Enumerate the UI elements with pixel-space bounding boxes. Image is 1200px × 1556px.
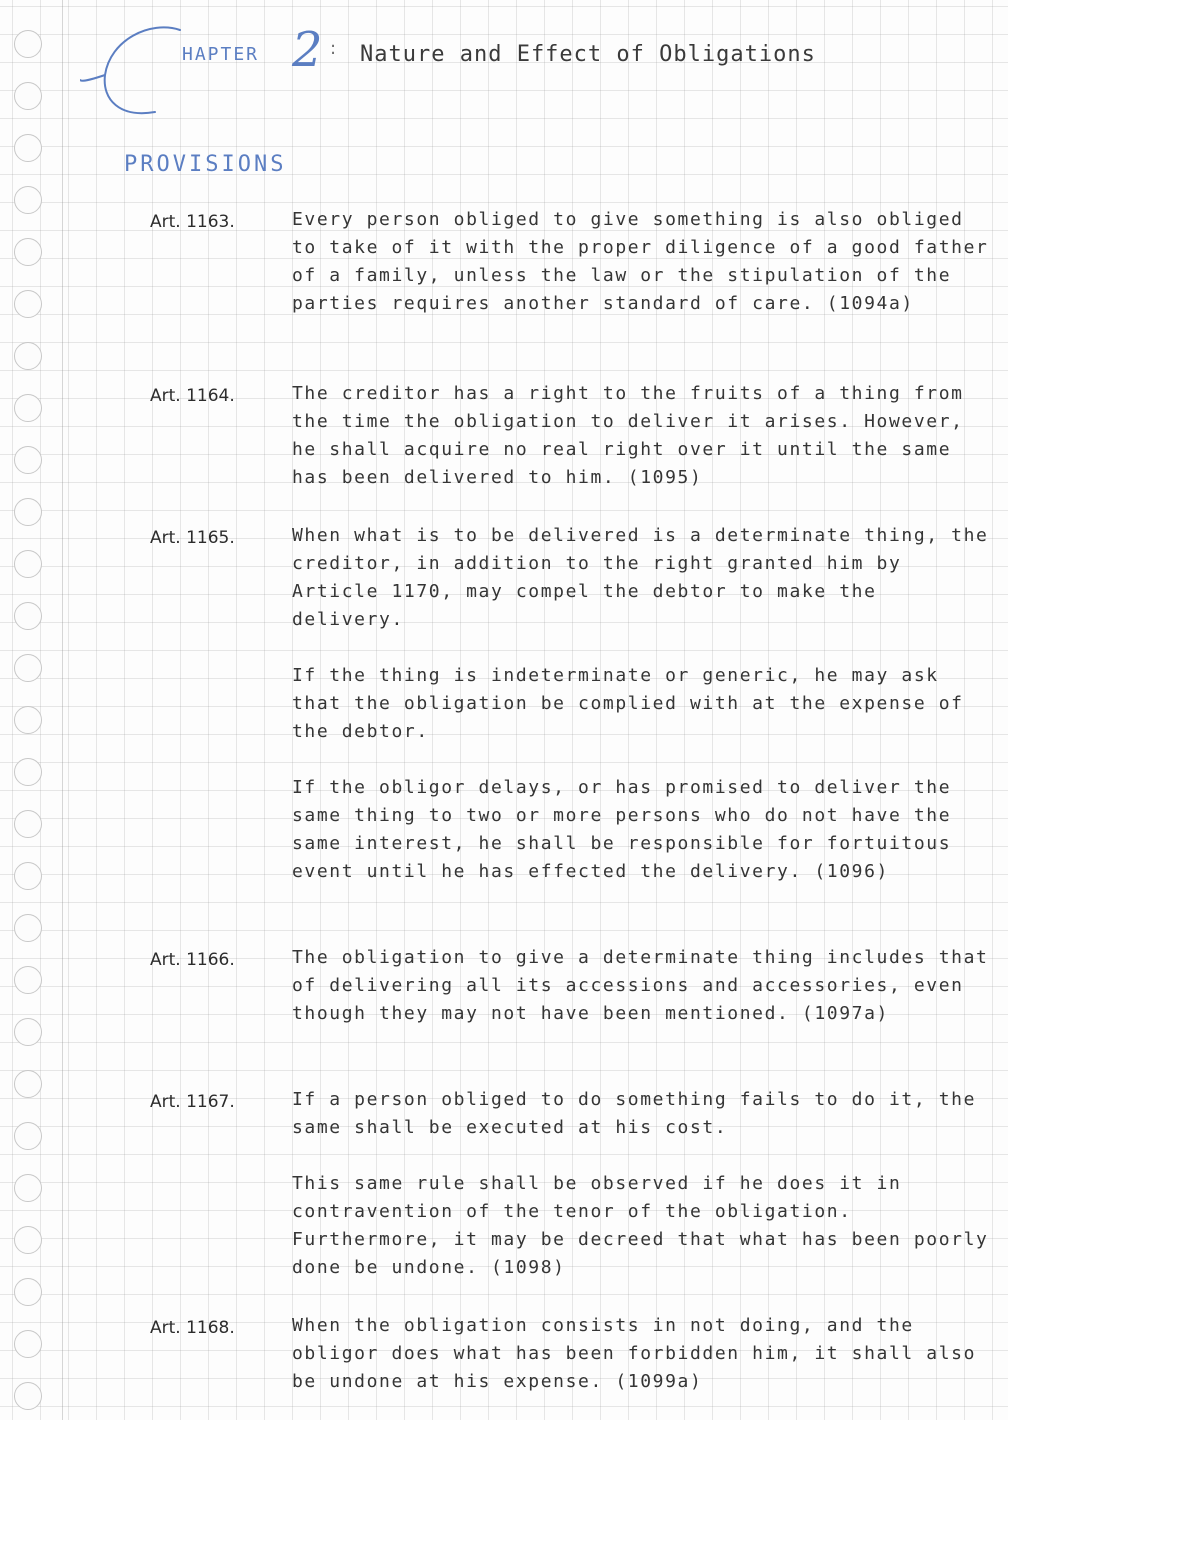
binder-hole [14, 134, 42, 162]
binder-hole [14, 550, 42, 578]
chapter-header [80, 20, 980, 130]
binder-hole [14, 82, 42, 110]
article-paragraph: The obligation to give a determinate thing includes that of delivering all its accessions and accessories, even though they may not have been mentioned. (1097a) [292, 947, 989, 1024]
binder-hole [14, 394, 42, 422]
article-paragraph: If a person obliged to do something fails to do it, the same shall be executed at his cost. [292, 1089, 977, 1138]
binder-hole [14, 1382, 42, 1410]
article-paragraph: Every person obliged to give something is also obliged to take of it with the proper diligence of a good father of a family, unless the law or the stipulation of the parties requires another standard of care. (1094a) [292, 209, 989, 314]
binder-hole [14, 290, 42, 318]
article-body [292, 1086, 992, 1282]
binder-hole [14, 1226, 42, 1254]
article-paragraph: When what is to be delivered is a determinate thing, the creditor, in addition to the right granted him by Article 1170, may compel the debtor to make the delivery. [292, 525, 989, 630]
article-label: Art. 1163. [150, 212, 235, 232]
binder-hole [14, 446, 42, 474]
binder-hole [14, 966, 42, 994]
binder-hole [14, 706, 42, 734]
chapter-separator: : [330, 38, 337, 59]
article-body [292, 380, 992, 492]
article-paragraph: If the obligor delays, or has promised to deliver the same thing to two or more persons who do not have the same interest, he shall be responsible for fortuitous event until he has effected the delivery. (1096) [292, 777, 952, 882]
chapter-number: 2 [292, 22, 323, 78]
article-paragraph: When the obligation consists in not doing, and the obligor does what has been forbidden him, it shall also be undone at his expense. (1099a) [292, 1315, 977, 1392]
chapter-c-flourish [80, 20, 190, 130]
binder-hole [14, 758, 42, 786]
article-paragraph: This same rule shall be observed if he does it in contravention of the tenor of the obligation. Furthermore, it may be decreed that what has been poorly done be undone. (1098) [292, 1173, 989, 1278]
article-label: Art. 1168. [150, 1318, 235, 1338]
binder-hole [14, 914, 42, 942]
binder-hole [14, 1070, 42, 1098]
article-body [292, 944, 992, 1028]
chapter-word: HAPTER [182, 44, 260, 65]
article-label: Art. 1166. [150, 950, 235, 970]
article-label: Art. 1167. [150, 1092, 235, 1112]
binder-hole [14, 810, 42, 838]
binder-hole [14, 238, 42, 266]
article-label: Art. 1164. [150, 386, 235, 406]
binder-hole [14, 1278, 42, 1306]
binder-holes [0, 0, 60, 1556]
chapter-title: Nature and Effect of Obligations [360, 42, 816, 67]
binder-hole [14, 498, 42, 526]
article-body [292, 206, 992, 318]
binder-hole [14, 602, 42, 630]
binder-hole [14, 342, 42, 370]
binder-hole [14, 654, 42, 682]
binder-hole [14, 1122, 42, 1150]
binder-hole [14, 30, 42, 58]
article-body [292, 522, 992, 886]
article-body [292, 1312, 992, 1396]
binder-hole [14, 862, 42, 890]
article-paragraph: The creditor has a right to the fruits of a thing from the time the obligation to deliver it arises. However, he shall acquire no real right over it until the same has been delivered to him. (1095) [292, 383, 964, 488]
binder-hole [14, 1018, 42, 1046]
article-label: Art. 1165. [150, 528, 235, 548]
article-paragraph: If the thing is indeterminate or generic, he may ask that the obligation be complied with at the expense of the debtor. [292, 665, 964, 742]
binder-hole [14, 1174, 42, 1202]
binder-hole [14, 1330, 42, 1358]
binder-hole [14, 186, 42, 214]
section-heading: PROVISIONS [124, 152, 287, 177]
margin-line [62, 0, 63, 1420]
